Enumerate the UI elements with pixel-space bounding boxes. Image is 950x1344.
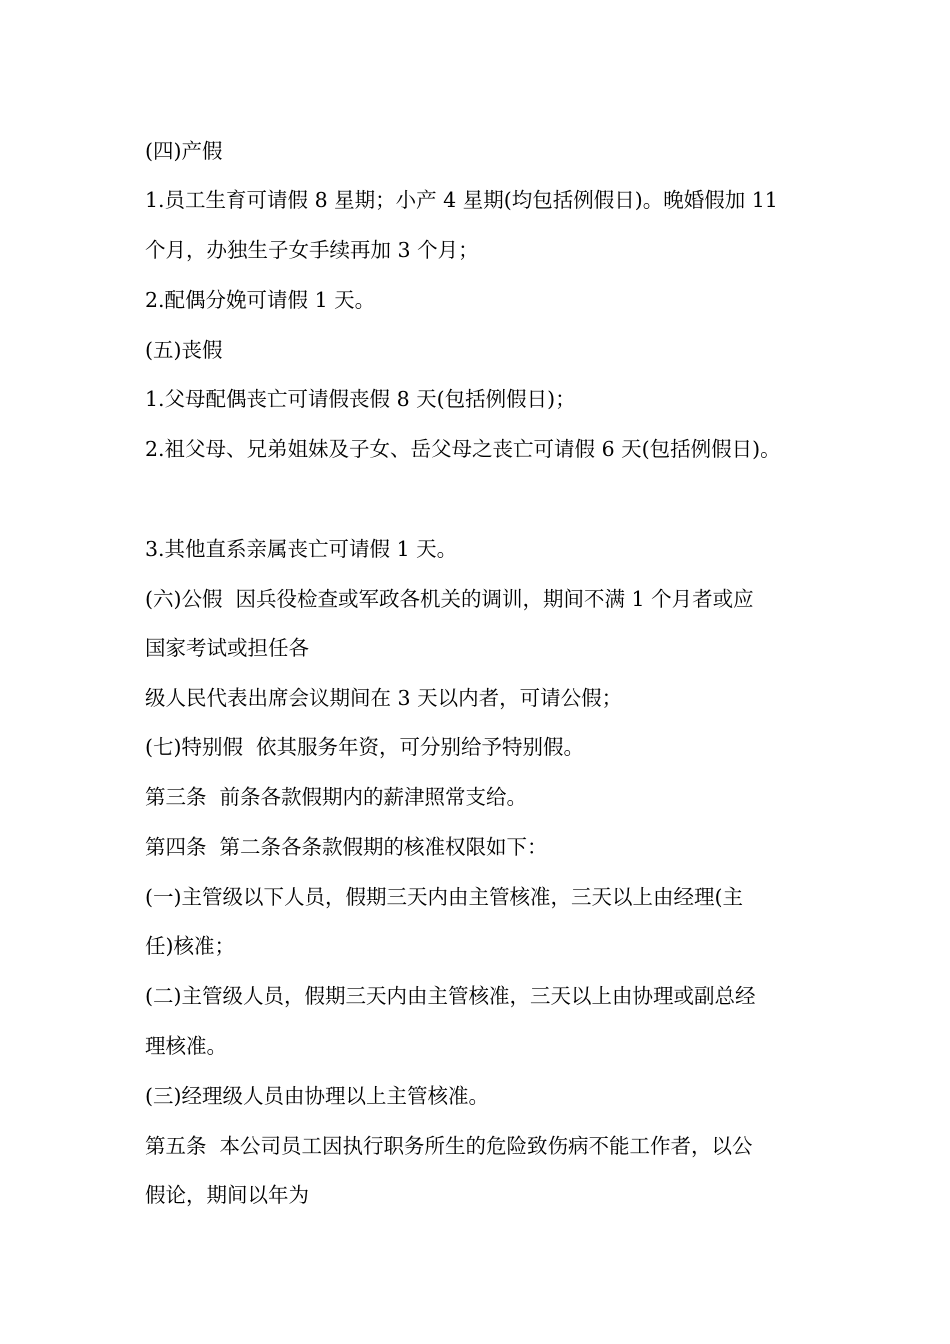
paragraph-line: 理核准。 [145,1034,227,1058]
paragraph-line: 2.祖父母、兄弟姐妹及子女、岳父母之丧亡可请假 6 天(包括例假日)。 [145,437,781,461]
paragraph-line: 国家考试或担任各 [145,636,309,660]
paragraph-line: 任)核准； [145,934,235,958]
paragraph-line: 2.配偶分娩可请假 1 天。 [145,288,376,312]
paragraph-line: (三)经理级人员由协理以上主管核准。 [145,1084,489,1108]
article-three: 第三条 前条各款假期内的薪津照常支给。 [145,785,528,809]
paragraph-line: (七)特别假 依其服务年资，可分别给予特别假。 [145,735,585,759]
paragraph-line: (二)主管级人员，假期三天内由主管核准，三天以上由协理或副总经 [145,984,756,1008]
paragraph-line: 1.员工生育可请假 8 星期；小产 4 星期(均包括例假日)。晚婚假加 11 [145,188,778,212]
paragraph-line: 3.其他直系亲属丧亡可请假 1 天。 [145,537,458,561]
paragraph-line: (六)公假 因兵役检查或军政各机关的调训，期间不满 1 个月者或应 [145,587,754,611]
paragraph-line: (一)主管级以下人员，假期三天内由主管核准，三天以上由经理(主 [145,885,743,909]
heading-maternity-leave: (四)产假 [145,139,223,163]
paragraph-line: 假论，期间以年为 [145,1183,309,1207]
article-four: 第四条 第二条各条款假期的核准权限如下： [145,835,548,859]
paragraph-line: 级人民代表出席会议期间在 3 天以内者，可请公假； [145,686,623,710]
paragraph-line: 个月，办独生子女手续再加 3 个月； [145,238,479,262]
paragraph-line: 1.父母配偶丧亡可请假丧假 8 天(包括例假日)； [145,387,576,411]
article-five: 第五条 本公司员工因执行职务所生的危险致伤病不能工作者，以公 [145,1134,753,1158]
heading-bereavement-leave: (五)丧假 [145,338,223,362]
